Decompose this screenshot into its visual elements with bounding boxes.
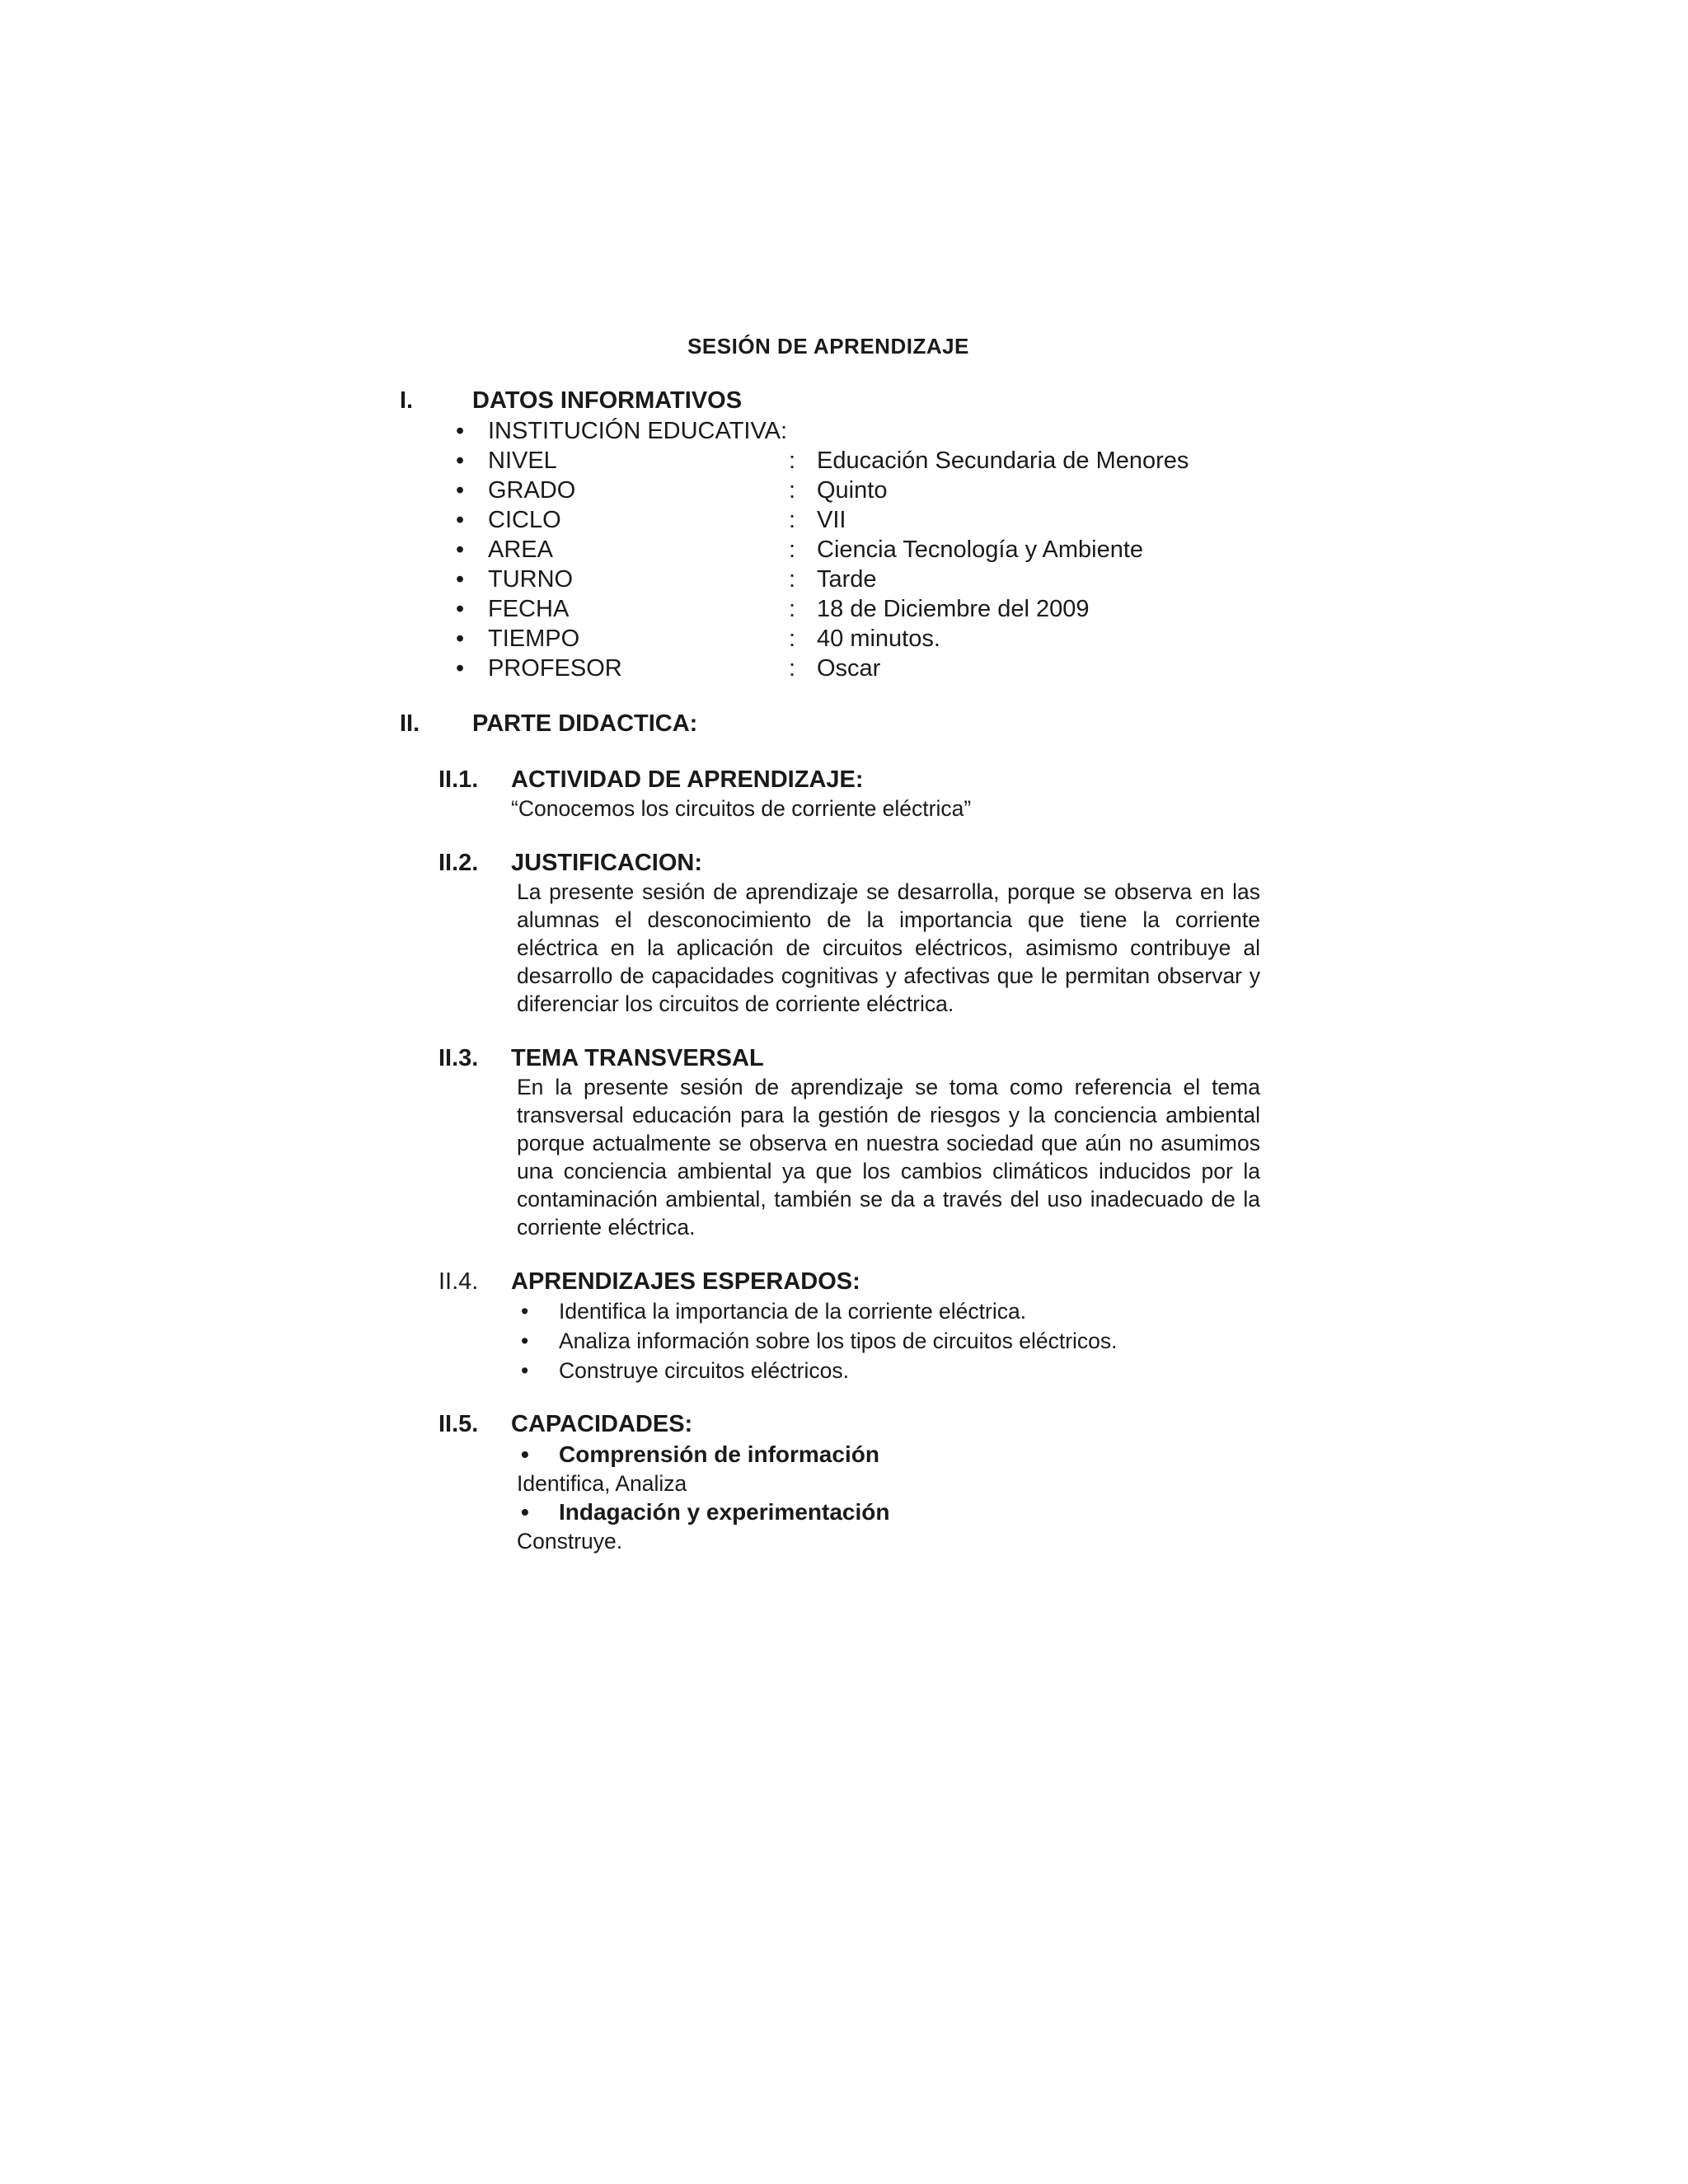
aprendizaje-text: Analiza información sobre los tipos de circuitos eléctricos. — [559, 1329, 1118, 1353]
section-number: II. — [400, 710, 420, 737]
section-number: I. — [400, 387, 414, 414]
info-label: GRADO — [488, 477, 576, 504]
subsection-number: II.2. — [438, 850, 479, 876]
capacidad-title-text: Indagación y experimentación — [559, 1499, 890, 1525]
info-label: PROFESOR — [488, 655, 622, 682]
subsection-number: II.3. — [438, 1045, 479, 1071]
info-label: CICLO — [488, 507, 561, 533]
bullet-icon: • — [456, 655, 465, 682]
capacidad-text: Construye. — [517, 1529, 623, 1554]
info-value: Tarde — [817, 566, 877, 593]
info-colon: : — [789, 448, 796, 474]
subsection-heading: APRENDIZAJES ESPERADOS: — [511, 1268, 860, 1295]
bullet-icon: • — [456, 418, 465, 444]
info-label: INSTITUCIÓN EDUCATIVA: — [488, 418, 788, 444]
info-value: Oscar — [817, 655, 881, 682]
info-colon: : — [789, 655, 796, 682]
info-colon: : — [789, 507, 796, 533]
info-value: VII — [817, 507, 846, 533]
info-label: NIVEL — [488, 448, 557, 474]
bullet-icon: • — [456, 477, 465, 504]
subsection-number: II.1. — [438, 766, 479, 793]
tema-transversal-paragraph: En la presente sesión de aprendizaje se toma como referencia el tema transversal educación para la gestión de riesgos y la conciencia ambiental porque actualmente se observa en nuestra sociedad que aún no asumimos una conciencia ambiental ya que los cambios climáticos inducidos por la contaminación ambiental, también se da a través del uso inadecuado de la corriente eléctrica. — [517, 1075, 1260, 1240]
info-colon: : — [789, 596, 796, 622]
info-value: Educación Secundaria de Menores — [817, 448, 1189, 474]
actividad-text: “Conocemos los circuitos de corriente eléctrica” — [511, 796, 972, 821]
bullet-icon: • — [456, 507, 465, 533]
info-label: TURNO — [488, 566, 574, 593]
bullet-icon: • — [521, 1358, 529, 1383]
bullet-icon: • — [456, 537, 465, 563]
capacidad-title-text: Comprensión de información — [559, 1441, 879, 1467]
subsection-number: II.5. — [438, 1411, 479, 1437]
subsection-number: II.4. — [438, 1268, 479, 1295]
info-colon: : — [789, 477, 796, 504]
capacidad-text: Identifica, Analiza — [517, 1471, 687, 1496]
subsection-heading: JUSTIFICACION: — [511, 850, 702, 876]
subsection-heading: TEMA TRANSVERSAL — [511, 1045, 764, 1071]
bullet-icon: • — [521, 1441, 529, 1467]
aprendizaje-text: Construye circuitos eléctricos. — [559, 1358, 849, 1383]
bullet-icon: • — [521, 1329, 529, 1353]
bullet-icon: • — [456, 626, 465, 652]
bullet-icon: • — [456, 448, 465, 474]
info-colon: : — [789, 626, 796, 652]
subsection-heading: CAPACIDADES: — [511, 1411, 693, 1437]
info-colon: : — [789, 566, 796, 593]
section-heading: DATOS INFORMATIVOS — [472, 387, 743, 414]
info-label: AREA — [488, 537, 553, 563]
bullet-icon: • — [456, 596, 465, 622]
bullet-icon: • — [521, 1299, 529, 1324]
info-colon: : — [789, 537, 796, 563]
justificacion-paragraph: La presente sesión de aprendizaje se desarrolla, porque se observa en las alumnas el desconocimiento de la importancia que tiene la corriente eléctrica en la aplicación de circuitos eléctricos, asimismo contribuye al desarrollo de capacidades cognitivas y afectivas que le permitan observar y diferenciar los circuitos de corriente eléctrica. — [517, 879, 1260, 1016]
info-value: Ciencia Tecnología y Ambiente — [817, 537, 1144, 563]
aprendizaje-text: Identifica la importancia de la corriente eléctrica. — [559, 1299, 1027, 1324]
info-value: Quinto — [817, 477, 888, 504]
info-value: 18 de Diciembre del 2009 — [817, 596, 1090, 622]
info-label: FECHA — [488, 596, 570, 622]
subsection-heading: ACTIVIDAD DE APRENDIZAJE: — [511, 766, 864, 793]
bullet-icon: • — [521, 1499, 529, 1525]
bullet-icon: • — [456, 566, 465, 593]
section-heading: PARTE DIDACTICA: — [472, 710, 698, 737]
info-label: TIEMPO — [488, 626, 580, 652]
info-value: 40 minutos. — [817, 626, 940, 652]
page-title: SESIÓN DE APRENDIZAJE — [687, 334, 969, 359]
